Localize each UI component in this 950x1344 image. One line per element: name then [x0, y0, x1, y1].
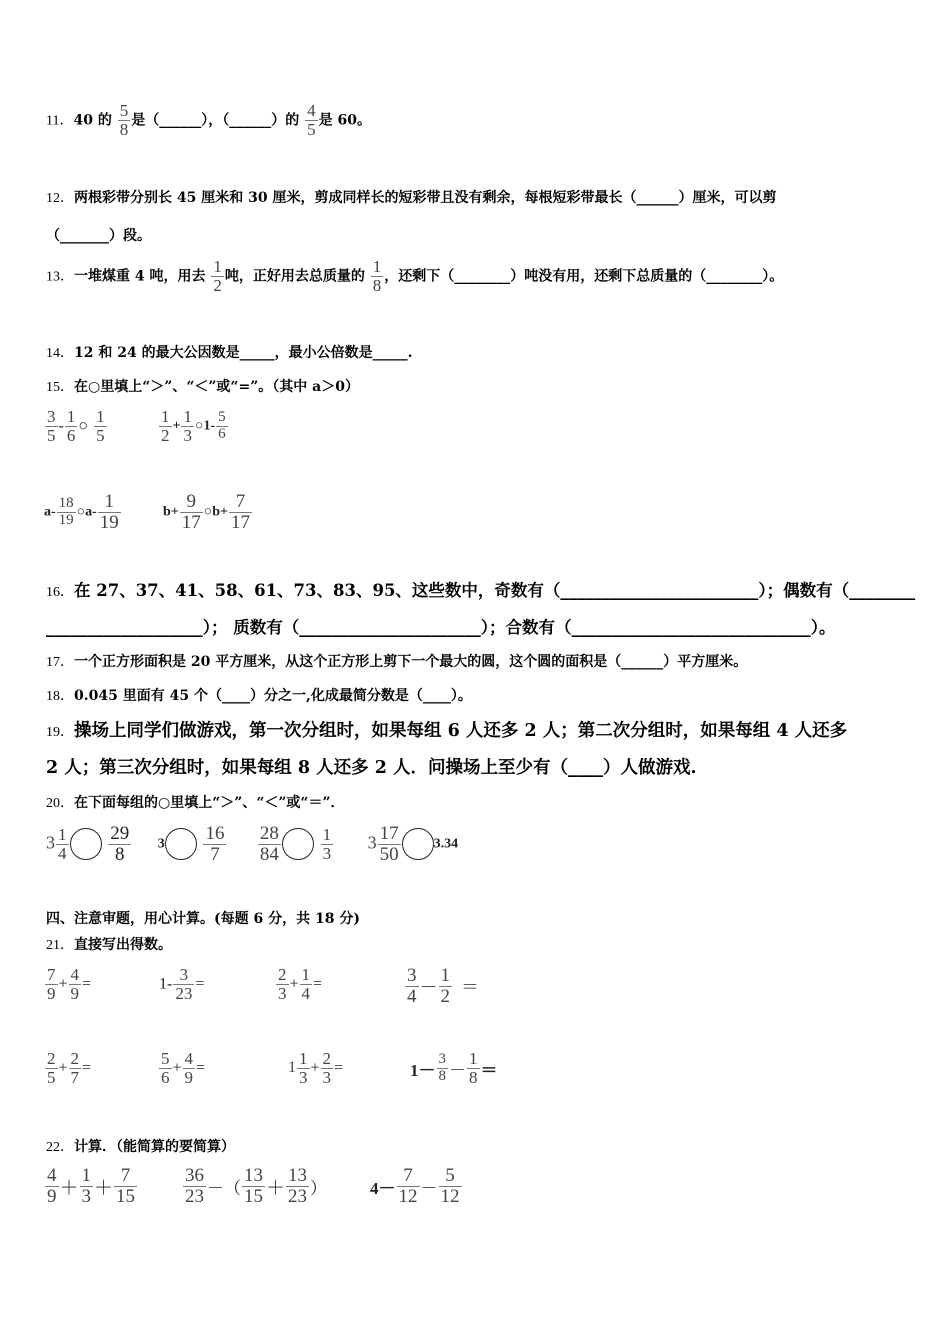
- q22-expr-2: [182, 1166, 327, 1207]
- numerator: 1: [322, 825, 332, 845]
- mixed-number: [46, 826, 70, 863]
- q22-expr-3: [370, 1166, 463, 1207]
- mixed-number: [288, 1050, 311, 1087]
- question-text: 吨，正好用去总质量的: [224, 268, 365, 285]
- denominator: 4: [407, 985, 417, 1007]
- denominator: 23: [175, 983, 193, 1003]
- fraction: [216, 410, 228, 443]
- denominator: 5: [47, 425, 56, 445]
- question-text: 两根彩带分别长 45 厘米和 30 厘米，剪成同样长的短彩带且没有剩余，每根短彩带最长（______）厘米，可以剪: [74, 190, 777, 206]
- numerator: 1: [301, 965, 311, 984]
- denominator: 2: [213, 275, 222, 295]
- whole-part: 3: [46, 832, 55, 853]
- fraction: [56, 826, 69, 863]
- fraction: [203, 824, 226, 865]
- fraction: [180, 492, 203, 533]
- question-11: [46, 102, 371, 139]
- denominator: 9: [47, 983, 56, 1003]
- equals: =: [334, 1059, 344, 1077]
- denominator: 19: [58, 511, 74, 528]
- expr-text: b+: [163, 504, 179, 520]
- numerator: 4: [70, 965, 80, 984]
- numerator: 4: [307, 101, 316, 120]
- question-text: 在○里填上“＞”、“＜”或“=”。（其中 a＞0）: [74, 379, 359, 395]
- fraction: [321, 1050, 334, 1087]
- question-13: [46, 258, 783, 295]
- denominator: 9: [70, 983, 80, 1003]
- question-text: 计算．（能简算的要简算）: [74, 1139, 235, 1155]
- denominator: 3: [299, 1067, 308, 1087]
- denominator: 23: [185, 1185, 204, 1207]
- numerator: 1: [469, 1049, 478, 1068]
- whole-part: 1: [288, 1059, 296, 1077]
- question-text: ___________________）； 质数有（______________________）；合数有（_____________________________）。: [46, 618, 836, 637]
- denominator: 17: [231, 511, 250, 533]
- question-number: 14．: [46, 346, 74, 361]
- q21-expr-b2: [158, 1050, 205, 1087]
- fraction: [300, 966, 313, 1003]
- equals: =: [196, 1059, 206, 1077]
- numerator: 1: [81, 1165, 92, 1186]
- equals: =: [82, 1059, 92, 1077]
- numerator: 13: [244, 1165, 263, 1186]
- question-text: 40 的: [73, 112, 112, 129]
- fraction: [371, 258, 384, 295]
- numerator: 1: [58, 825, 67, 845]
- question-14: [46, 342, 412, 362]
- numerator: 2: [47, 1049, 56, 1068]
- answer-circle[interactable]: [165, 828, 197, 860]
- fraction: [45, 408, 58, 445]
- numerator: 16: [205, 823, 225, 844]
- q15-expr-3: [44, 492, 122, 533]
- expr-text: ）: [310, 1178, 328, 1198]
- denominator: 8: [108, 844, 131, 865]
- question-number: 22．: [46, 1140, 74, 1155]
- question-text: （_______）段。: [46, 228, 151, 244]
- denominator: 5: [307, 119, 316, 139]
- fraction: [397, 1166, 420, 1207]
- denominator: 6: [66, 425, 76, 445]
- denominator: 50: [379, 843, 399, 865]
- fraction: [69, 966, 82, 1003]
- fraction: [229, 492, 252, 533]
- question-15: [46, 376, 359, 396]
- question-text: 12 和 24 的最大公因数是_____，最小公倍数是_____.: [74, 345, 413, 361]
- numerator: 29: [110, 823, 130, 844]
- denominator: 2: [161, 425, 170, 445]
- q21-expr-a2: [44, 1050, 91, 1087]
- question-18: [46, 685, 472, 705]
- fraction: [439, 966, 453, 1007]
- equals: ＝: [480, 1060, 498, 1080]
- q15-expr-1: $\frac{3}{5}$ - $\frac{1}{6}$ ○ $\frac{1}{5}$: [47, 407, 105, 445]
- q20-expr-row: [46, 824, 458, 865]
- question-21: [46, 934, 172, 954]
- question-number: 19．: [46, 725, 74, 740]
- fraction: [183, 1166, 206, 1207]
- question-number: 15．: [46, 380, 74, 395]
- question-number: 12．: [46, 191, 74, 206]
- denominator: 5: [96, 425, 105, 445]
- fraction: [286, 1166, 309, 1207]
- question-16-line2: [46, 614, 836, 638]
- fraction: [405, 966, 419, 1007]
- numerator: 4: [47, 1165, 57, 1186]
- fraction: [211, 258, 224, 295]
- q21-expr-d1: [404, 966, 479, 1007]
- numerator: 17: [379, 823, 399, 844]
- q21-expr-c1: [275, 966, 322, 1003]
- q21-expr-d2: [410, 1050, 498, 1087]
- numerator: 1: [440, 965, 450, 986]
- fraction: [65, 408, 78, 445]
- question-text: 0.045 里面有 45 个（____）分之一,化成最简分数是（____）。: [74, 688, 472, 704]
- fraction: [173, 966, 194, 1003]
- denominator: 8: [469, 1067, 478, 1087]
- fraction: [276, 966, 289, 1003]
- numerator: 36: [185, 1165, 204, 1186]
- fraction: [69, 1050, 82, 1087]
- denominator: 9: [184, 1067, 194, 1087]
- fraction: [242, 1166, 265, 1207]
- answer-circle[interactable]: [70, 828, 102, 860]
- answer-circle[interactable]: [402, 828, 434, 860]
- q21-expr-c2: [288, 1050, 343, 1087]
- numerator: 7: [403, 1165, 413, 1186]
- fraction: [45, 1050, 58, 1087]
- operator: +: [172, 1059, 182, 1077]
- expr-text: 1-: [159, 975, 173, 993]
- question-19: [46, 717, 847, 742]
- numerator: 7: [235, 491, 246, 512]
- question-number: 11．: [46, 113, 74, 129]
- denominator: 3: [322, 843, 332, 863]
- denominator: 3: [81, 1185, 92, 1207]
- fraction: [118, 102, 131, 139]
- fraction: [45, 966, 58, 1003]
- expr-text: 1－: [410, 1060, 436, 1080]
- fraction: [159, 1050, 172, 1087]
- fraction: [305, 102, 318, 139]
- question-text: 2 人；第三次分组时，如果每组 8 人还多 2 人．问操场上至少有（____）人做游戏.: [46, 758, 697, 778]
- fraction: [437, 1052, 449, 1085]
- whole-part: 3: [367, 832, 377, 853]
- q21-expr-b1: [159, 966, 204, 1003]
- question-number: 13．: [46, 269, 74, 285]
- fraction: [183, 1050, 196, 1087]
- numerator: 5: [161, 1049, 170, 1068]
- denominator: 5: [47, 1067, 56, 1087]
- numerator: 1: [213, 257, 222, 276]
- numerator: 1: [299, 1049, 308, 1068]
- numerator: 13: [288, 1165, 308, 1186]
- question-20: [46, 792, 345, 812]
- q21-expr-a1: [44, 966, 91, 1003]
- fraction: [321, 826, 334, 863]
- denominator: 15: [244, 1185, 263, 1207]
- denominator: 19: [99, 511, 119, 533]
- question-number: 20．: [46, 796, 74, 811]
- fraction: [57, 496, 76, 529]
- fraction: [94, 408, 107, 445]
- denominator: 84: [259, 843, 279, 865]
- answer-circle[interactable]: [282, 828, 314, 860]
- question-text: ，还剩下（________）吨没有用，还剩下总质量的（________）。: [384, 268, 784, 285]
- operator: －: [449, 1060, 466, 1080]
- numerator: 3: [438, 1051, 446, 1068]
- numerator: 1: [372, 257, 382, 276]
- question-number: 21．: [46, 938, 74, 953]
- expr-text: ○a-: [76, 504, 97, 520]
- operator: +: [310, 1059, 320, 1077]
- numerator: 5: [119, 101, 129, 120]
- equals: =: [313, 975, 323, 993]
- numerator: 1: [183, 407, 192, 426]
- question-number: 18．: [46, 689, 74, 704]
- question-text: 是（______），（______）的: [131, 112, 300, 129]
- expr-text: ○b+: [203, 504, 228, 520]
- fraction: [159, 408, 172, 445]
- question-text: 直接写出得数。: [74, 937, 172, 953]
- question-number: 16．: [46, 585, 74, 600]
- denominator: 8: [119, 119, 129, 139]
- operator: ＋: [266, 1177, 286, 1199]
- numerator: 3: [47, 407, 56, 426]
- denominator: 7: [70, 1067, 80, 1087]
- numerator: 2: [70, 1049, 80, 1068]
- section-4-title: [46, 908, 360, 928]
- question-number: 17．: [46, 655, 74, 670]
- decimal-value: 3.34: [433, 836, 459, 852]
- operator: －: [419, 977, 438, 998]
- equals: =: [195, 975, 205, 993]
- numerator: 18: [58, 495, 74, 512]
- numerator: 5: [218, 409, 226, 426]
- denominator: 8: [438, 1067, 446, 1084]
- denominator: 7: [203, 844, 226, 865]
- numerator: 1: [66, 407, 76, 426]
- expr-text: 4－: [370, 1178, 396, 1198]
- denominator: 6: [218, 425, 226, 442]
- numerator: 2: [278, 965, 287, 984]
- numerator: 1: [96, 407, 105, 426]
- question-16: [46, 577, 915, 601]
- whole-part: 3: [157, 836, 165, 852]
- q22-expr-1: [44, 1166, 138, 1207]
- operator: ＋: [94, 1177, 114, 1199]
- operator: +: [58, 1059, 68, 1077]
- denominator: 3: [183, 425, 192, 445]
- fraction: [378, 824, 401, 865]
- numerator: 7: [47, 965, 56, 984]
- denominator: 3: [278, 983, 287, 1003]
- numerator: 4: [184, 1049, 194, 1068]
- fraction: [467, 1050, 480, 1087]
- question-22: [46, 1136, 235, 1156]
- fraction: [297, 1050, 310, 1087]
- question-19-line2: [46, 754, 697, 779]
- denominator: 17: [181, 511, 201, 533]
- numerator: 1: [104, 491, 115, 512]
- operator: +: [58, 975, 68, 993]
- operator: －: [420, 1178, 438, 1198]
- fraction: [181, 408, 194, 445]
- denominator: 9: [47, 1185, 57, 1207]
- denominator: 6: [161, 1067, 170, 1087]
- denominator: 2: [440, 985, 450, 1007]
- question-text: 在 27、37、41、58、61、73、83、95、这些数中，奇数有（________________________）；偶数有（________: [74, 581, 916, 600]
- numerator: 28: [259, 823, 279, 844]
- question-12-line2: [46, 225, 151, 245]
- question-text: 一堆煤重 4 吨，用去: [74, 268, 206, 285]
- denominator: 4: [301, 983, 311, 1003]
- expr-text: a-: [44, 504, 56, 520]
- numerator: 1: [161, 407, 170, 426]
- numerator: 3: [407, 965, 417, 986]
- fraction: [80, 1166, 94, 1207]
- question-text: 在下面每组的○里填上“＞”、“＜”或“＝”．: [74, 795, 345, 811]
- expr-text: ○1-: [194, 418, 216, 434]
- expr-text: －（: [207, 1178, 241, 1198]
- fraction: [98, 492, 121, 533]
- denominator: 15: [116, 1185, 136, 1207]
- fraction: [108, 824, 131, 865]
- denominator: 3: [322, 1067, 332, 1087]
- denominator: 12: [440, 1185, 460, 1207]
- numerator: 2: [322, 1049, 332, 1068]
- fraction: [45, 1166, 59, 1207]
- equals: ＝: [461, 977, 479, 998]
- denominator: 23: [288, 1185, 308, 1207]
- q15-expr-2: $\frac{1}{2}$ + $\frac{1}{3}$ ○1- $\frac{5}{6}$: [161, 407, 226, 445]
- fraction: [439, 1166, 462, 1207]
- fraction: [114, 1166, 137, 1207]
- operator: +: [289, 975, 299, 993]
- q15-expr-4: [163, 492, 253, 533]
- question-text: 是 60。: [318, 112, 371, 129]
- section-title: 四、注意审题，用心计算。(每题 6 分，共 18 分): [46, 911, 360, 927]
- denominator: 4: [58, 843, 67, 863]
- question-17: [46, 651, 747, 671]
- numerator: 5: [445, 1165, 455, 1186]
- denominator: 12: [398, 1185, 418, 1207]
- mixed-number: [368, 824, 402, 865]
- numerator: 7: [120, 1165, 131, 1186]
- fraction: [258, 824, 281, 865]
- question-12: [46, 187, 776, 207]
- denominator: 8: [372, 275, 382, 295]
- numerator: 3: [179, 965, 189, 984]
- equals: =: [82, 975, 92, 993]
- question-text: 操场上同学们做游戏，第一次分组时，如果每组 6 人还多 2 人；第二次分组时，如果每组 4 人还多: [74, 721, 848, 741]
- question-text: 一个正方形面积是 20 平方厘米，从这个正方形上剪下一个最大的圆，这个圆的面积是（______）平方厘米。: [74, 654, 748, 670]
- operator: ＋: [59, 1177, 79, 1199]
- numerator: 9: [186, 491, 197, 512]
